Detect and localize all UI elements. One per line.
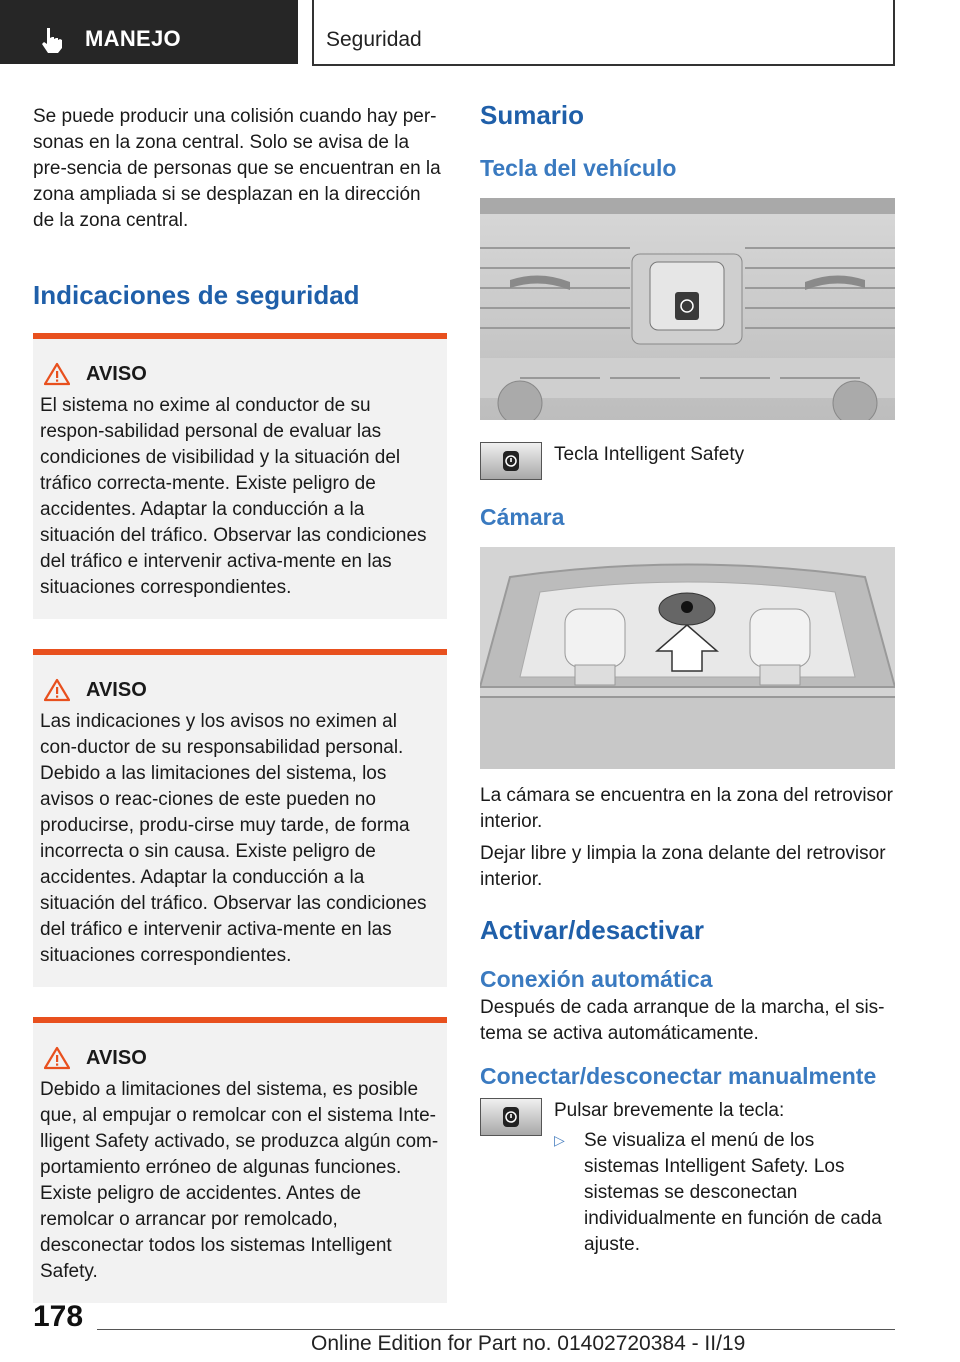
header-underline — [312, 64, 895, 66]
warning-triangle-icon — [44, 1046, 70, 1070]
safety-heading: Indicaciones de seguridad — [33, 280, 360, 310]
chapter-tab — [0, 0, 298, 64]
header-divider-right — [893, 0, 895, 64]
auto-heading: Conexión automática — [480, 966, 713, 992]
vehicle-key-heading: Tecla del vehículo — [480, 155, 677, 181]
manual-heading: Conectar/desconectar manualmente — [480, 1063, 877, 1089]
camera-text-1: La cámara se encuentra en la zona del retrovisor interior. — [480, 785, 893, 832]
edition-text: Online Edition for Part no. 01402720384 - II/19 — [311, 1332, 746, 1355]
right-column — [480, 100, 895, 1258]
warning-triangle-icon — [44, 362, 70, 386]
manual-text: Pulsar brevemente la tecla: — [554, 1100, 785, 1121]
warning-box — [33, 333, 447, 619]
warning-title: AVISO — [86, 362, 147, 385]
warning-title: AVISO — [86, 1046, 147, 1069]
dashboard-illustration — [480, 198, 895, 420]
dashboard-key-image — [480, 198, 895, 420]
warning-text: El sistema no exime al conductor de su respon-sabilidad personal de evaluar las condiciones de visibilidad y la situación del tráfico correcta-mente. Existe peligro de accidentes. Adaptar la conducción a la situación del tráfico. Observar las condiciones del tráfico e intervenir activa-mente en las situaciones correspondientes. — [40, 395, 427, 598]
camera-text-2: Dejar libre y limpia la zona delante del retrovisor interior. — [480, 843, 886, 890]
bullet-text: Se visualiza el menú de los sistemas Intelligent Safety. Los sistemas se desconectan individualmente en función de cada ajuste. — [584, 1130, 882, 1255]
camera-location-image — [480, 547, 895, 769]
auto-text: Después de cada arranque de la marcha, el sis-tema se activa automáticamente. — [480, 997, 885, 1044]
bullet-item — [554, 1128, 894, 1258]
warning-triangle-icon — [44, 678, 70, 702]
manual-row — [480, 1098, 895, 1258]
camera-heading: Cámara — [480, 504, 565, 530]
key-caption-row — [480, 442, 895, 480]
chapter-label: MANEJO — [85, 26, 181, 51]
warning-title: AVISO — [86, 678, 147, 701]
key-caption: Tecla Intelligent Safety — [554, 444, 745, 465]
intelligent-safety-key-icon — [480, 1098, 542, 1136]
left-column — [33, 104, 447, 1303]
page-number: 178 — [33, 1300, 84, 1333]
footer-rule — [97, 1329, 895, 1330]
page-header — [0, 0, 960, 66]
summary-heading: Sumario — [480, 100, 585, 130]
warning-box — [33, 649, 447, 987]
activate-heading: Activar/desactivar — [480, 915, 705, 945]
warning-box — [33, 1017, 447, 1303]
intelligent-safety-key-icon — [480, 442, 542, 480]
warning-text: Las indicaciones y los avisos no eximen al con-ductor de su responsabilidad personal. Debido a las limitaciones del sistema, los avisos o reac-ciones de este pueden no producirse, produ-cirse muy tarde, de forma incorrecta o sin causa. Existe peligro de accidentes. Adaptar la conducción a la situación del tráfico. Observar las condiciones del tráfico e intervenir activa-mente en las situaciones correspondientes. — [40, 711, 427, 966]
warning-text: Debido a limitaciones del sistema, es posible que, al empujar o remolcar con el sistema Inte-lligent Safety activado, se produzca algún com-portamiento erróneo de algunas funciones. Existe peligro de accidentes. Antes de remolcar o arrancar por remolcado, desconectar todos los sistemas Intelligent Safety. — [40, 1079, 439, 1282]
section-label: Seguridad — [326, 28, 422, 51]
header-divider — [312, 0, 314, 64]
intro-paragraph: Se puede producir una colisión cuando hay per-sonas en la zona central. Solo se avisa de la pre-sencia de personas que se encuentran en la zona ampliada si se desplazan en la dirección de la zona central. — [33, 106, 441, 231]
hand-pointer-icon — [38, 26, 66, 54]
camera-illustration — [480, 547, 895, 769]
bullet-triangle-icon: ▷ — [554, 1132, 565, 1148]
